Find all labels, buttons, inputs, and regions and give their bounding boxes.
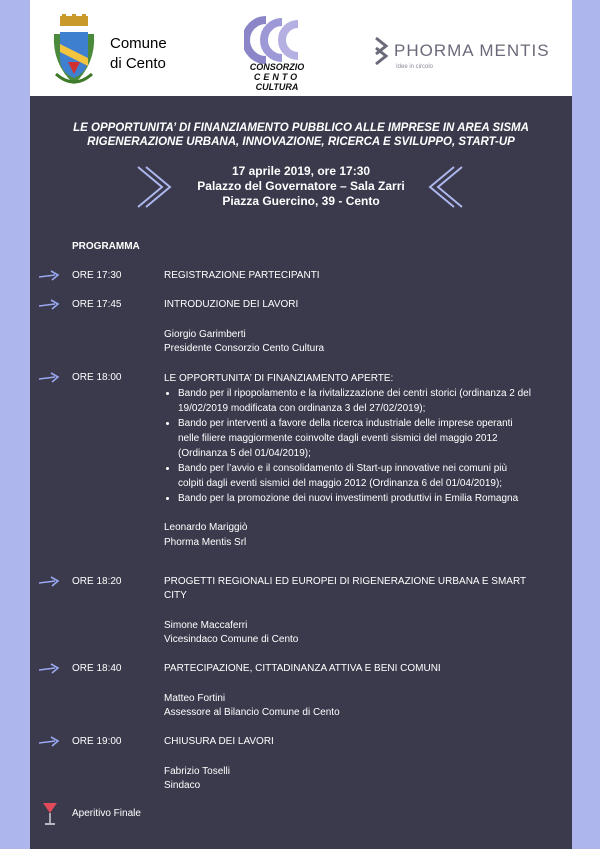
speaker-role: Phorma Mentis Srl [164,537,247,548]
event-title [30,121,572,149]
bando-item: • Bando per la promozione dei nuovi investimenti produttivi in Emilia Romagna [178,491,534,506]
aperitivo-finale: Aperitivo Finale [72,808,141,819]
speaker-role: Assessore al Bilancio Comune di Cento [164,707,340,718]
ccc-line3: CULTURA [255,82,299,92]
flyer-card [30,0,572,849]
speaker-name: Simone Maccaferri [164,620,248,631]
schedule-title: CHIUSURA DEI LAVORI [164,736,274,747]
coat-of-arms-icon [50,14,98,90]
schedule-time: ORE 18:20 [72,576,122,587]
arrow-right-icon [38,269,60,283]
cocktail-glass-icon [42,802,58,826]
event-details [30,164,572,209]
schedule-content [164,662,534,720]
speaker-name: Giorgio Garimberti [164,329,246,340]
speaker-name: Matteo Fortini [164,693,226,704]
speaker-role: Sindaco [164,780,201,791]
bando-item: • Bando per il ripopolamento e la rivitalizzazione dei centri storici (ordinanza 2 del 19/02/2019 modificata con ordinanza 3 del 27/02/2019); [178,386,534,416]
arrow-right-icon [38,662,60,676]
schedule-time: ORE 17:45 [72,299,122,310]
pm-name: PHORMA MENTIS [394,41,550,60]
speaker-name: Fabrizio Toselli [164,766,230,777]
ccc-line2: CENTO [253,72,301,82]
schedule-content [164,735,534,793]
arrow-right-icon [38,735,60,749]
schedule-title: PROGETTI REGIONALI ED EUROPEI DI RIGENERAZIONE URBANA E SMART CITY [164,576,526,601]
event-venue: Palazzo del Governatore – Sala Zarri [197,179,405,193]
schedule-time: ORE 17:30 [72,270,122,281]
speaker-role: Vicesindaco Comune di Cento [164,634,299,645]
bando-item: • Bando per interventi a favore della ricerca industriale delle imprese operanti nelle filiere maggiormente coinvolte dagli eventi sismici del maggio 2012 (Ordinanza 5 del 01/04/2019); [178,416,534,461]
schedule-time: ORE 18:40 [72,663,122,674]
comune-di-cento-logo [110,34,167,74]
bando-item: • Bando per l’avvio e il consolidamento di Start-up innovative nei comuni più colpiti dagli eventi sismici del maggio 2012 (Ordinanza 6 del 01/04/2019); [178,461,534,491]
schedule-time: ORE 18:00 [72,372,122,383]
event-address: Piazza Guercino, 39 - Cento [222,194,380,208]
cento-line2: di Cento [110,55,166,72]
speaker-role: Presidente Consorzio Cento Cultura [164,343,325,354]
cento-line1: Comune [110,35,167,52]
programma-heading: PROGRAMMA [72,241,140,252]
arrow-right-icon [38,298,60,312]
title-line1: LE OPPORTUNITA’ DI FINANZIAMENTO PUBBLICO ALLE IMPRESE IN AREA SISMA [73,122,529,134]
ccc-line1: CONSORZIO [249,62,305,72]
schedule-content [164,575,534,647]
arrow-right-icon [38,575,60,589]
schedule-time: ORE 19:00 [72,736,122,747]
schedule-title: REGISTRAZIONE PARTECIPANTI [164,270,320,281]
speaker-name: Leonardo Mariggiò [164,522,248,533]
arrow-right-icon [38,371,60,385]
schedule-content [164,298,534,356]
phorma-mentis-logo-icon [374,32,564,72]
bando-list [178,386,534,506]
schedule-title: LE OPPORTUNITA’ DI FINANZIAMENTO APERTE: [164,373,394,384]
pm-tagline: Idee in circolo [396,64,434,70]
schedule-title: PARTECIPAZIONE, CITTADINANZA ATTIVA E BENI COMUNI [164,663,441,674]
ccc-logo-icon [244,16,310,92]
schedule-title: INTRODUZIONE DEI LAVORI [164,299,299,310]
title-line2: RIGENERAZIONE URBANA, INNOVAZIONE, RICERCA E SVILUPPO, START-UP [87,136,515,148]
schedule-content [164,371,534,550]
event-date: 17 aprile 2019, ore 17:30 [231,164,371,178]
schedule-content [164,269,534,283]
logo-header [30,0,572,96]
